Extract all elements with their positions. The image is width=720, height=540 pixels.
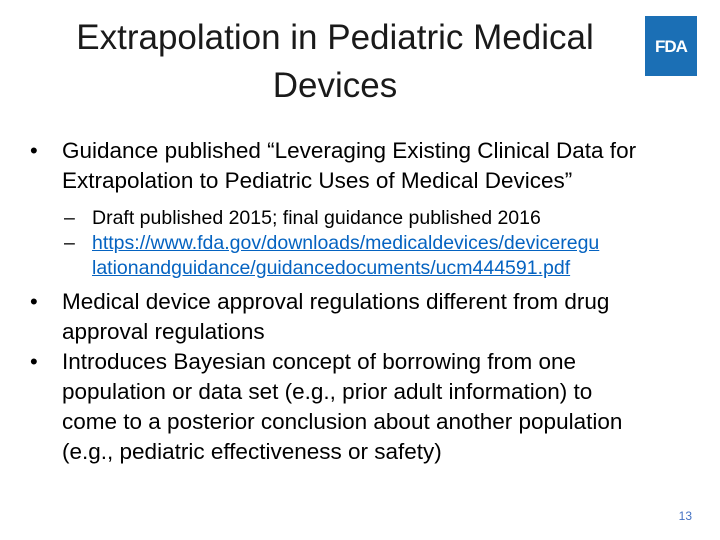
bullet-line: approval regulations [62,319,265,344]
sub-bullet-url [28,231,698,281]
bullet-regulations [28,287,698,347]
fda-logo-mark [650,36,692,56]
svg-text:FDA: FDA [655,37,687,56]
fda-logo [645,16,697,76]
bullet-line: Guidance published “Leveraging Existing Clinical Data for [62,138,637,163]
guidance-link[interactable] [92,231,698,281]
bullet-guidance [28,136,698,196]
bullet-line: Medical device approval regulations different from drug [62,289,610,314]
page-number: 13 [678,509,692,523]
bullet-line: Introduces Bayesian concept of borrowing from one [62,349,577,374]
bullet-bayesian [28,347,698,467]
bullet-line: come to a posterior conclusion about another population [62,409,623,434]
sub-bullet-draft [28,206,698,231]
bullet-line: population or data set (e.g., prior adult information) to [62,379,593,404]
slide-title [40,14,630,110]
slide-content [28,136,698,467]
sub-bullet-dash: – [64,232,75,254]
bullet-dot: • [30,138,38,163]
bullet-line: Extrapolation to Pediatric Uses of Medical Devices” [62,168,573,193]
link-line[interactable]: lationandguidance/guidancedocuments/ucm444591.pdf [92,257,571,279]
title-line-1: Extrapolation in Pediatric Medical [76,18,594,57]
sub-bullet-dash: – [64,207,75,229]
link-line[interactable]: https://www.fda.gov/downloads/medicaldevices/deviceregu [92,232,600,254]
title-line-2: Devices [272,66,398,105]
sub-bullet-line: Draft published 2015; final guidance published 2016 [92,207,541,229]
bullet-line: (e.g., pediatric effectiveness or safety) [62,439,442,464]
bullet-dot: • [30,349,38,374]
bullet-dot: • [30,289,38,314]
